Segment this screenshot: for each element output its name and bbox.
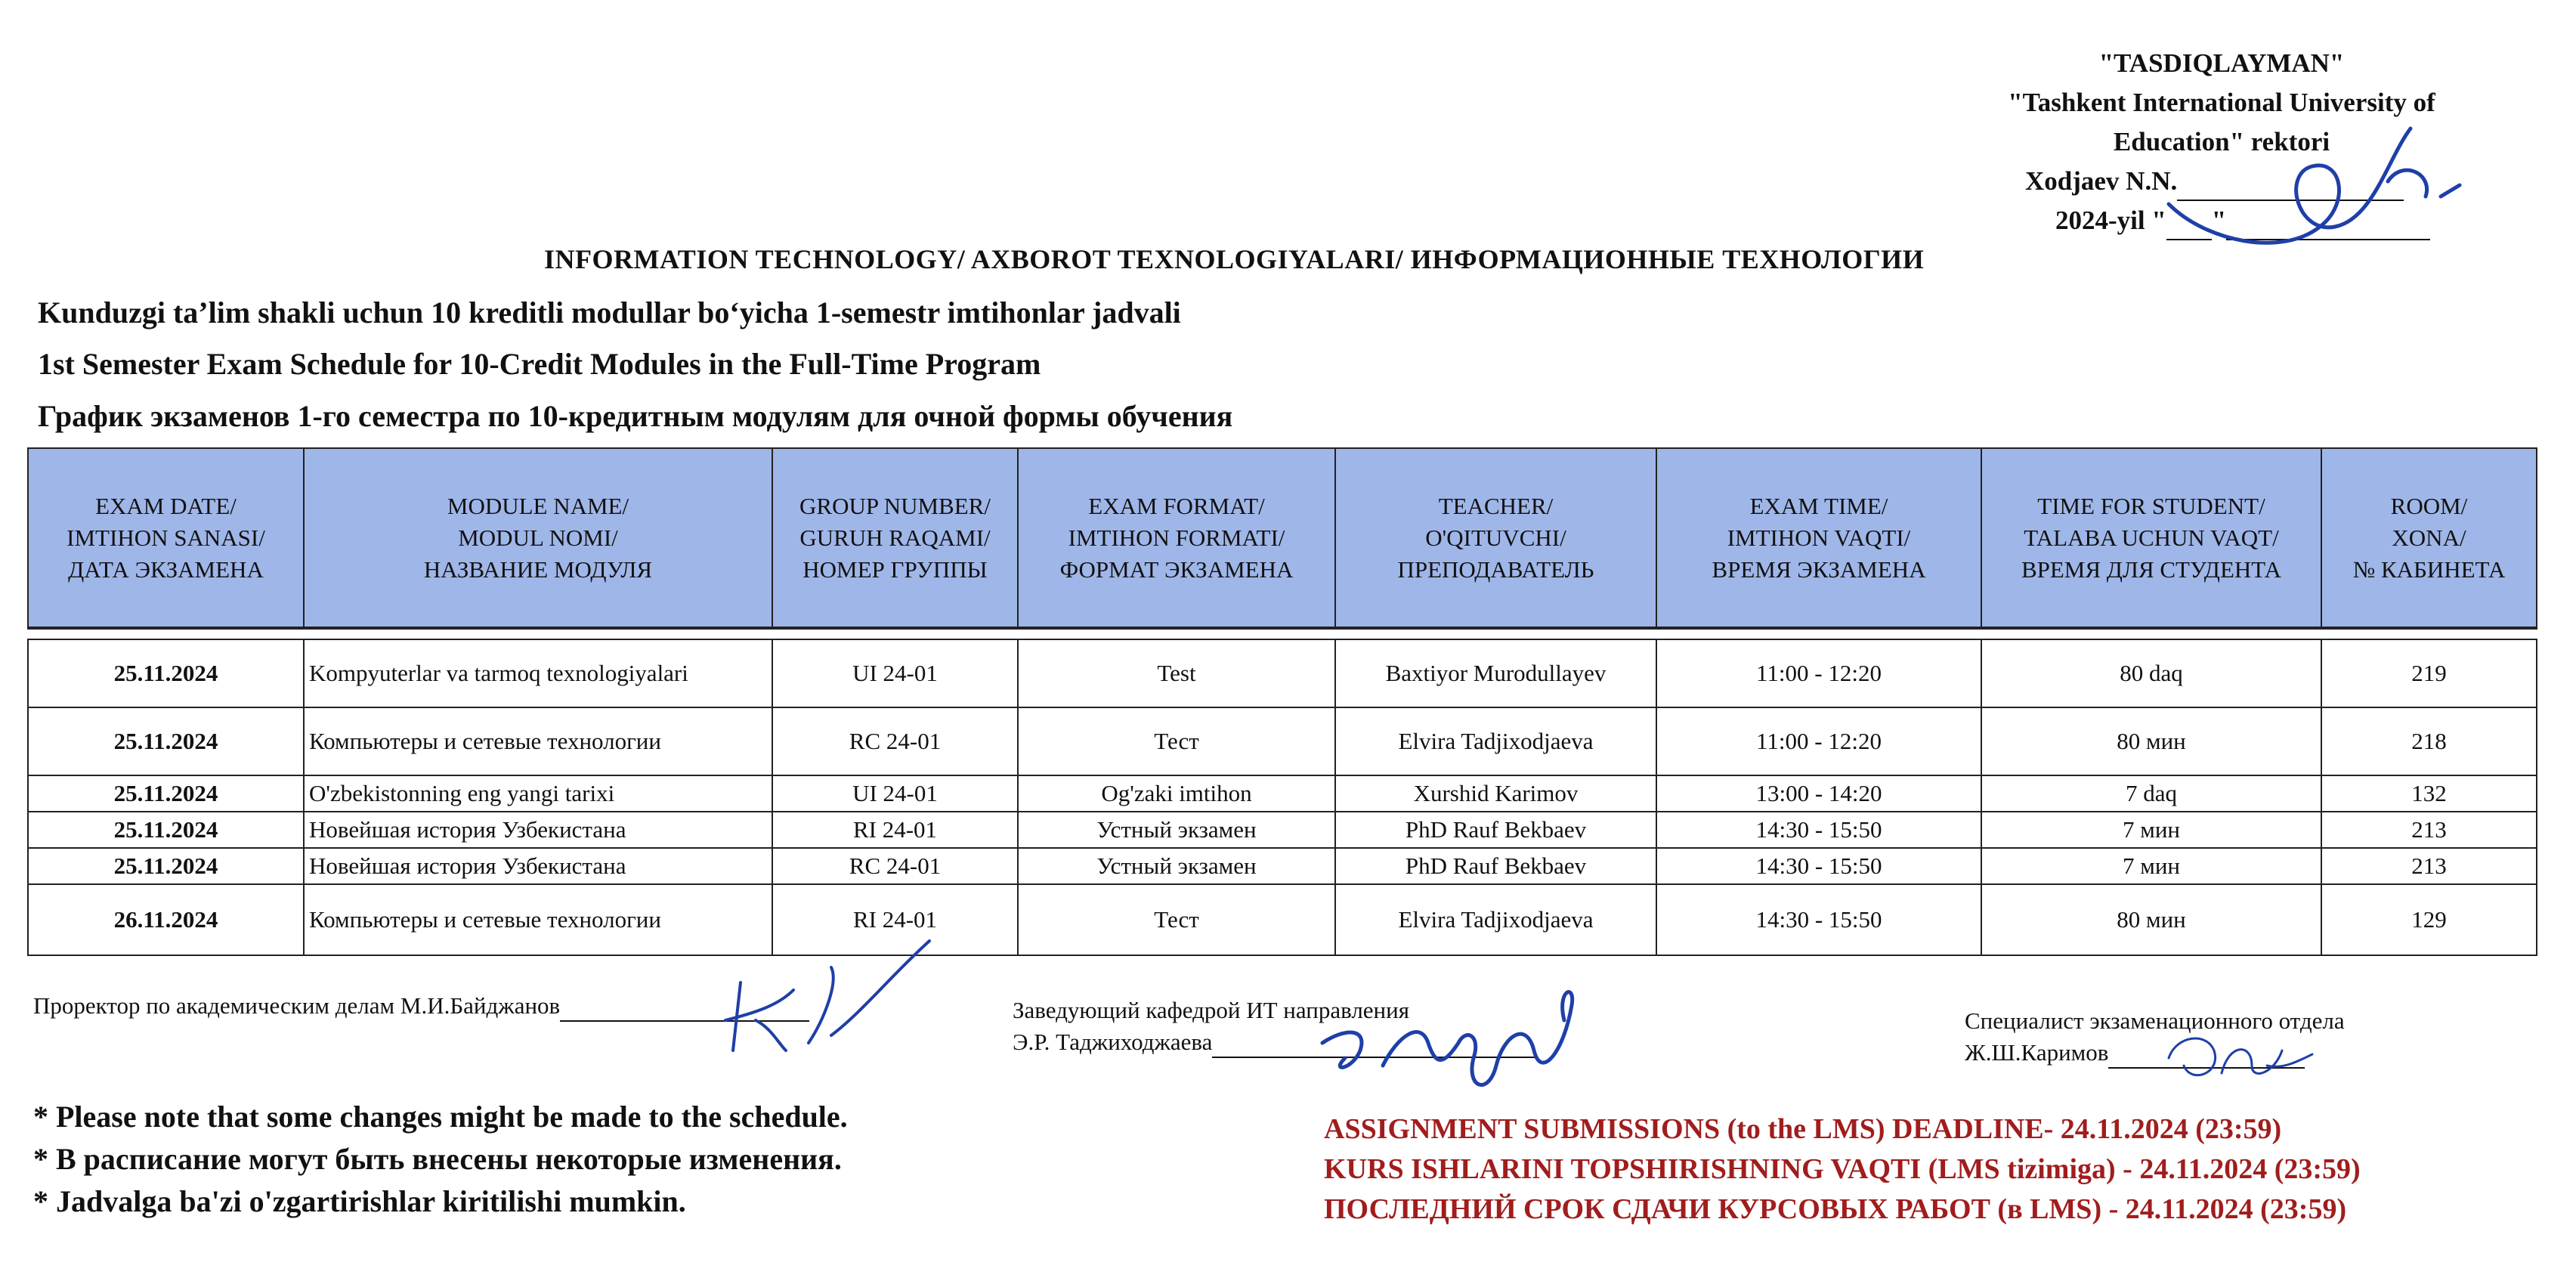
approval-year: 2024-yil " [2055, 206, 2166, 235]
head-signature-icon [1315, 975, 1610, 1103]
cell-group: UI 24-01 [772, 775, 1018, 812]
table-row [28, 884, 2537, 955]
header-line: ФОРМАТ ЭКЗАМЕНА [1059, 555, 1294, 583]
cell-student-time: 7 мин [1981, 848, 2321, 884]
approval-org-line1: "Tashkent International University of [2008, 88, 2435, 117]
header-line: GROUP NUMBER/ [799, 492, 991, 519]
header-line: НОМЕР ГРУППЫ [802, 555, 988, 583]
cell-teacher: Xurshid Karimov [1335, 775, 1656, 812]
header-line: TEACHER/ [1438, 492, 1554, 519]
header-line: IMTIHON VAQTI/ [1727, 524, 1911, 551]
header-line: MODULE NAME/ [447, 492, 629, 519]
cell-time: 11:00 - 12:20 [1656, 707, 1981, 775]
head-name: Э.Р. Таджиходжаева [1013, 1029, 1213, 1055]
title-en: 1st Semester Exam Schedule for 10-Credit Modules in the Full-Time Program [38, 347, 1041, 381]
cell-room: 132 [2321, 775, 2537, 812]
note-ru: * В расписание могут быть внесены некоторые изменения. [33, 1142, 842, 1176]
cell-room: 218 [2321, 707, 2537, 775]
rector-name: Xodjaev N.N. [2025, 166, 2178, 196]
approval-org-line2: Education" rektori [2113, 127, 2330, 156]
cell-teacher: Elvira Tadjixodjaeva [1335, 707, 1656, 775]
header-group [772, 448, 1018, 628]
table-row [28, 707, 2537, 775]
program-title: INFORMATION TECHNOLOGY/ AXBOROT TEXNOLOGIYALARI/ ИНФОРМАЦИОННЫЕ ТЕХНОЛОГИИ [544, 244, 1925, 274]
note-en: * Please note that some changes might be made to the schedule. [33, 1100, 848, 1134]
approval-year-quote: " [2211, 206, 2227, 235]
header-line: IMTIHON FORMATI/ [1068, 524, 1285, 551]
cell-module: Kompyuterlar va tarmoq texnologiyalari [304, 639, 772, 707]
header-date [28, 448, 304, 628]
prorector-signature-line [33, 990, 809, 1022]
deadline-en: ASSIGNMENT SUBMISSIONS (to the LMS) DEADLINE- 24.11.2024 (23:59) [1324, 1113, 2282, 1145]
cell-module: Новейшая история Узбекистана [304, 848, 772, 884]
header-line: EXAM TIME/ [1749, 492, 1888, 519]
cell-student-time: 80 мин [1981, 884, 2321, 955]
cell-date: 25.11.2024 [28, 812, 304, 848]
header-line: ДАТА ЭКЗАМЕНА [68, 555, 264, 583]
header-line: ВРЕМЯ ДЛЯ СТУДЕНТА [2021, 555, 2282, 583]
specialist-signature-icon [2154, 1020, 2320, 1096]
cell-time: 14:30 - 15:50 [1656, 848, 1981, 884]
deadline-ru: ПОСЛЕДНИЙ СРОК СДАЧИ КУРСОВЫХ РАБОТ (в LMS) - 24.11.2024 (23:59) [1324, 1193, 2347, 1225]
cell-date: 25.11.2024 [28, 848, 304, 884]
cell-format: Тест [1018, 707, 1335, 775]
cell-student-time: 7 daq [1981, 775, 2321, 812]
header-line: ПРЕПОДАВАТЕЛЬ [1397, 555, 1594, 583]
specialist-name: Ж.Ш.Каримов [1965, 1039, 2109, 1066]
header-room [2321, 448, 2537, 628]
header-line: GURUH RAQAMI/ [799, 524, 991, 551]
header-module [304, 448, 772, 628]
cell-format: Тест [1018, 884, 1335, 955]
note-uz: * Jadvalga ba'zi o'zgartirishlar kiritilishi mumkin. [33, 1184, 686, 1218]
header-line: № КАБИНЕТА [2352, 555, 2506, 583]
table-row [28, 848, 2537, 884]
table-row [28, 639, 2537, 707]
cell-format: Test [1018, 639, 1335, 707]
cell-teacher: Elvira Tadjixodjaeva [1335, 884, 1656, 955]
prorector-signature-icon [710, 937, 937, 1066]
cell-group: RC 24-01 [772, 707, 1018, 775]
notes-block [33, 1096, 848, 1223]
specialist-label: Специалист экзаменационного отдела [1965, 1007, 2345, 1034]
cell-room: 219 [2321, 639, 2537, 707]
cell-room: 129 [2321, 884, 2537, 955]
cell-module: Компьютеры и сетевые технологии [304, 707, 772, 775]
header-line: MODUL NOMI/ [458, 524, 618, 551]
cell-module: Новейшая история Узбекистана [304, 812, 772, 848]
cell-time: 14:30 - 15:50 [1656, 884, 1981, 955]
cell-time: 14:30 - 15:50 [1656, 812, 1981, 848]
cell-student-time: 7 мин [1981, 812, 2321, 848]
header-student-time [1981, 448, 2321, 628]
header-line: EXAM DATE/ [95, 492, 237, 519]
cell-format: Устный экзамен [1018, 848, 1335, 884]
cell-module: Компьютеры и сетевые технологии [304, 884, 772, 955]
cell-room: 213 [2321, 812, 2537, 848]
cell-student-time: 80 daq [1981, 639, 2321, 707]
cell-room: 213 [2321, 848, 2537, 884]
prorector-label: Проректор по академическим делам М.И.Байджанов [33, 992, 561, 1019]
cell-teacher: PhD Rauf Bekbaev [1335, 848, 1656, 884]
header-time [1656, 448, 1981, 628]
cell-student-time: 80 мин [1981, 707, 2321, 775]
cell-group: RI 24-01 [772, 884, 1018, 955]
exam-schedule-table [27, 447, 2537, 956]
header-line: НАЗВАНИЕ МОДУЛЯ [423, 555, 653, 583]
header-line: O'QITUVCHI/ [1425, 524, 1566, 551]
cell-date: 25.11.2024 [28, 707, 304, 775]
cell-format: Og'zaki imtihon [1018, 775, 1335, 812]
approval-heading: "TASDIQLAYMAN" [2098, 48, 2345, 78]
header-teacher [1335, 448, 1656, 628]
header-line: ROOM/ [2390, 492, 2468, 519]
header-line: TALABA UCHUN VAQT/ [2024, 524, 2279, 551]
header-line: XONA/ [2392, 524, 2466, 551]
title-ru: График экзаменов 1-го семестра по 10-кредитным модулям для очной формы обучения [38, 399, 1233, 433]
cell-time: 11:00 - 12:20 [1656, 639, 1981, 707]
header-line: TIME FOR STUDENT/ [2037, 492, 2265, 519]
cell-group: RI 24-01 [772, 812, 1018, 848]
header-line: IMTIHON SANASI/ [66, 524, 265, 551]
header-line: EXAM FORMAT/ [1088, 492, 1265, 519]
table-header-row [28, 448, 2537, 628]
table-body [28, 639, 2537, 955]
title-uz: Kunduzgi ta’lim shakli uchun 10 kreditli modullar bo‘yicha 1-semestr imtihonlar jadvali [38, 295, 1181, 330]
cell-teacher: Baxtiyor Murodullayev [1335, 639, 1656, 707]
cell-module: O'zbekistonning eng yangi tarixi [304, 775, 772, 812]
cell-date: 25.11.2024 [28, 639, 304, 707]
cell-format: Устный экзамен [1018, 812, 1335, 848]
cell-teacher: PhD Rauf Bekbaev [1335, 812, 1656, 848]
head-label: Заведующий кафедрой ИТ направления [1013, 997, 1409, 1023]
deadlines-block [1324, 1109, 2361, 1230]
rector-signature-icon [2161, 113, 2463, 257]
cell-group: RC 24-01 [772, 848, 1018, 884]
cell-date: 25.11.2024 [28, 775, 304, 812]
header-format [1018, 448, 1335, 628]
deadline-uz: KURS ISHLARINI TOPSHIRISHNING VAQTI (LMS tizimiga) - 24.11.2024 (23:59) [1324, 1153, 2361, 1185]
cell-date: 26.11.2024 [28, 884, 304, 955]
cell-time: 13:00 - 14:20 [1656, 775, 1981, 812]
header-line: ВРЕМЯ ЭКЗАМЕНА [1712, 555, 1926, 583]
table-row [28, 775, 2537, 812]
table-row [28, 812, 2537, 848]
cell-group: UI 24-01 [772, 639, 1018, 707]
